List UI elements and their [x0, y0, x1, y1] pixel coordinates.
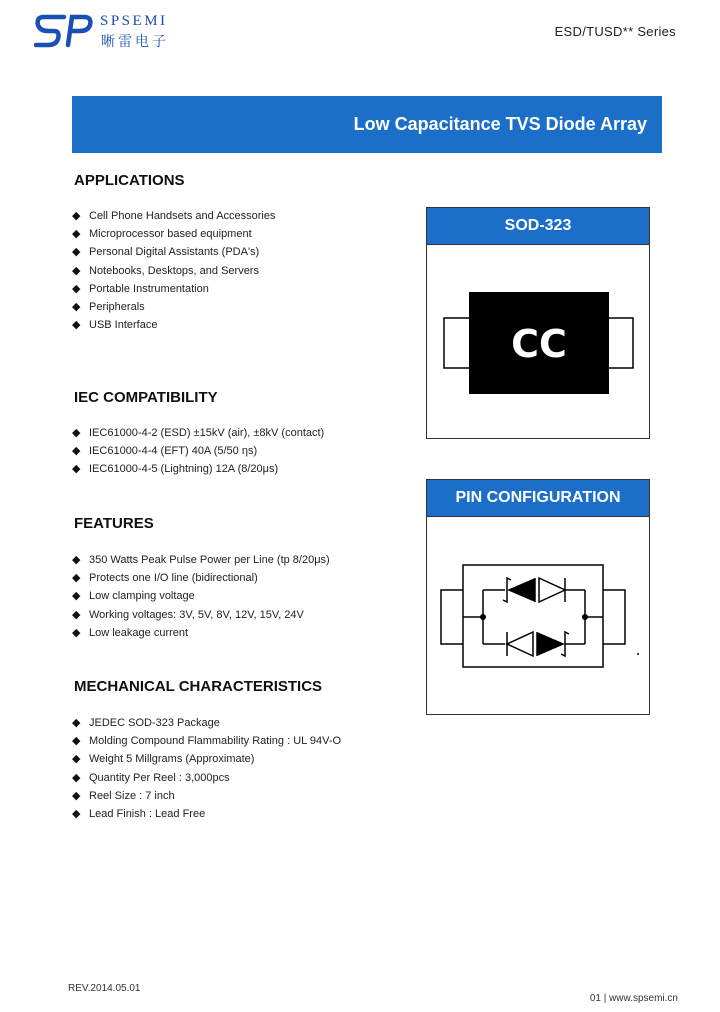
list-item: ◆ IEC61000-4-2 (ESD) ±15kV (air), ±8kV (contact): [72, 424, 324, 442]
features-heading: FEATURES: [74, 515, 154, 532]
list-item: ◆ Lead Finish : Lead Free: [72, 805, 341, 823]
pin-configuration-header: PIN CONFIGURATION: [427, 480, 649, 517]
list-item: ◆ Reel Size : 7 inch: [72, 787, 341, 805]
package-marking: CC: [511, 322, 567, 366]
list-item: ◆ JEDEC SOD-323 Package: [72, 714, 341, 732]
diamond-bullet-icon: ◆: [72, 300, 81, 313]
diamond-bullet-icon: ◆: [72, 572, 81, 585]
title-banner: [72, 96, 662, 153]
tvs-diode-top-left: [503, 578, 535, 602]
package-box-header: SOD-323: [427, 208, 649, 245]
list-item: ◆ IEC61000-4-5 (Lightning) 12A (8/20μs): [72, 460, 324, 478]
list-item: ◆ Low leakage current: [72, 624, 330, 642]
tvs-diode-bottom-right: [537, 632, 569, 656]
page-title: Low Capacitance TVS Diode Array: [353, 114, 647, 134]
list-item: ◆ Working voltages: 3V, 5V, 8V, 12V, 15V, 24V: [72, 606, 330, 624]
list-item: ◆ Microprocessor based equipment: [72, 225, 276, 243]
company-logo-mark: [34, 14, 94, 48]
company-name-chinese: 晰雷电子: [101, 34, 169, 50]
diamond-bullet-icon: ◆: [72, 228, 81, 241]
mechanical-list: [72, 714, 341, 823]
diamond-bullet-icon: ◆: [72, 264, 81, 277]
revision-label: REV.2014.05.01: [68, 983, 141, 994]
diamond-bullet-icon: ◆: [72, 319, 81, 332]
left-lead: [444, 318, 472, 368]
list-item: ◆ Molding Compound Flammability Rating : UL 94V-O: [72, 732, 341, 750]
applications-list: [72, 207, 276, 334]
list-item: ◆ Personal Digital Assistants (PDA's): [72, 243, 276, 261]
diamond-bullet-icon: ◆: [72, 554, 81, 566]
diamond-bullet-icon: ◆: [72, 210, 81, 222]
diamond-bullet-icon: ◆: [72, 807, 81, 820]
company-name-english: SPSEMI: [100, 13, 168, 29]
diamond-bullet-icon: ◆: [72, 717, 81, 729]
diamond-bullet-icon: ◆: [72, 735, 81, 748]
diamond-bullet-icon: ◆: [72, 590, 81, 603]
pin-configuration-box: [426, 479, 650, 715]
tvs-diode-bottom-left: [507, 632, 533, 656]
list-item: ◆ Portable Instrumentation: [72, 280, 276, 298]
mechanical-heading: MECHANICAL CHARACTERISTICS: [74, 678, 323, 695]
iec-list: [72, 424, 324, 479]
diamond-bullet-icon: ◆: [72, 753, 81, 766]
package-box: [426, 207, 650, 439]
diamond-bullet-icon: ◆: [72, 789, 81, 802]
iec-heading: IEC COMPATIBILITY: [74, 389, 218, 406]
diamond-bullet-icon: ◆: [72, 771, 81, 784]
list-item: ◆ 350 Watts Peak Pulse Power per Line (tp 8/20μs): [72, 551, 330, 569]
list-item: ◆ Protects one I/O line (bidirectional): [72, 569, 330, 587]
diamond-bullet-icon: ◆: [72, 427, 81, 439]
diamond-bullet-icon: ◆: [72, 608, 81, 621]
right-lead: [605, 318, 633, 368]
list-item: ◆ Notebooks, Desktops, and Servers: [72, 262, 276, 280]
list-item: ◆ Weight 5 Millgrams (Approximate): [72, 750, 341, 768]
diamond-bullet-icon: ◆: [72, 463, 81, 476]
diamond-bullet-icon: ◆: [72, 282, 81, 295]
list-item: ◆ Peripherals: [72, 298, 276, 316]
diamond-bullet-icon: ◆: [72, 246, 81, 259]
list-item: ◆ Quantity Per Reel : 3,000pcs: [72, 769, 341, 787]
tvs-diode-top-right: [539, 578, 565, 602]
page-footer: 01 | www.spsemi.cn: [589, 993, 678, 1004]
pin-configuration-schematic: [427, 516, 649, 714]
list-item: ◆ USB Interface: [72, 316, 276, 334]
package-outline-drawing: [427, 244, 649, 438]
diamond-bullet-icon: ◆: [72, 626, 81, 639]
features-list: [72, 551, 330, 642]
applications-heading: APPLICATIONS: [74, 172, 185, 189]
diamond-bullet-icon: ◆: [72, 445, 81, 458]
list-item: ◆ Cell Phone Handsets and Accessories: [72, 207, 276, 225]
list-item: ◆ Low clamping voltage: [72, 587, 330, 605]
list-item: ◆ IEC61000-4-4 (EFT) 40A (5/50 ηs): [72, 442, 324, 460]
series-label: ESD/TUSD** Series: [554, 24, 676, 39]
